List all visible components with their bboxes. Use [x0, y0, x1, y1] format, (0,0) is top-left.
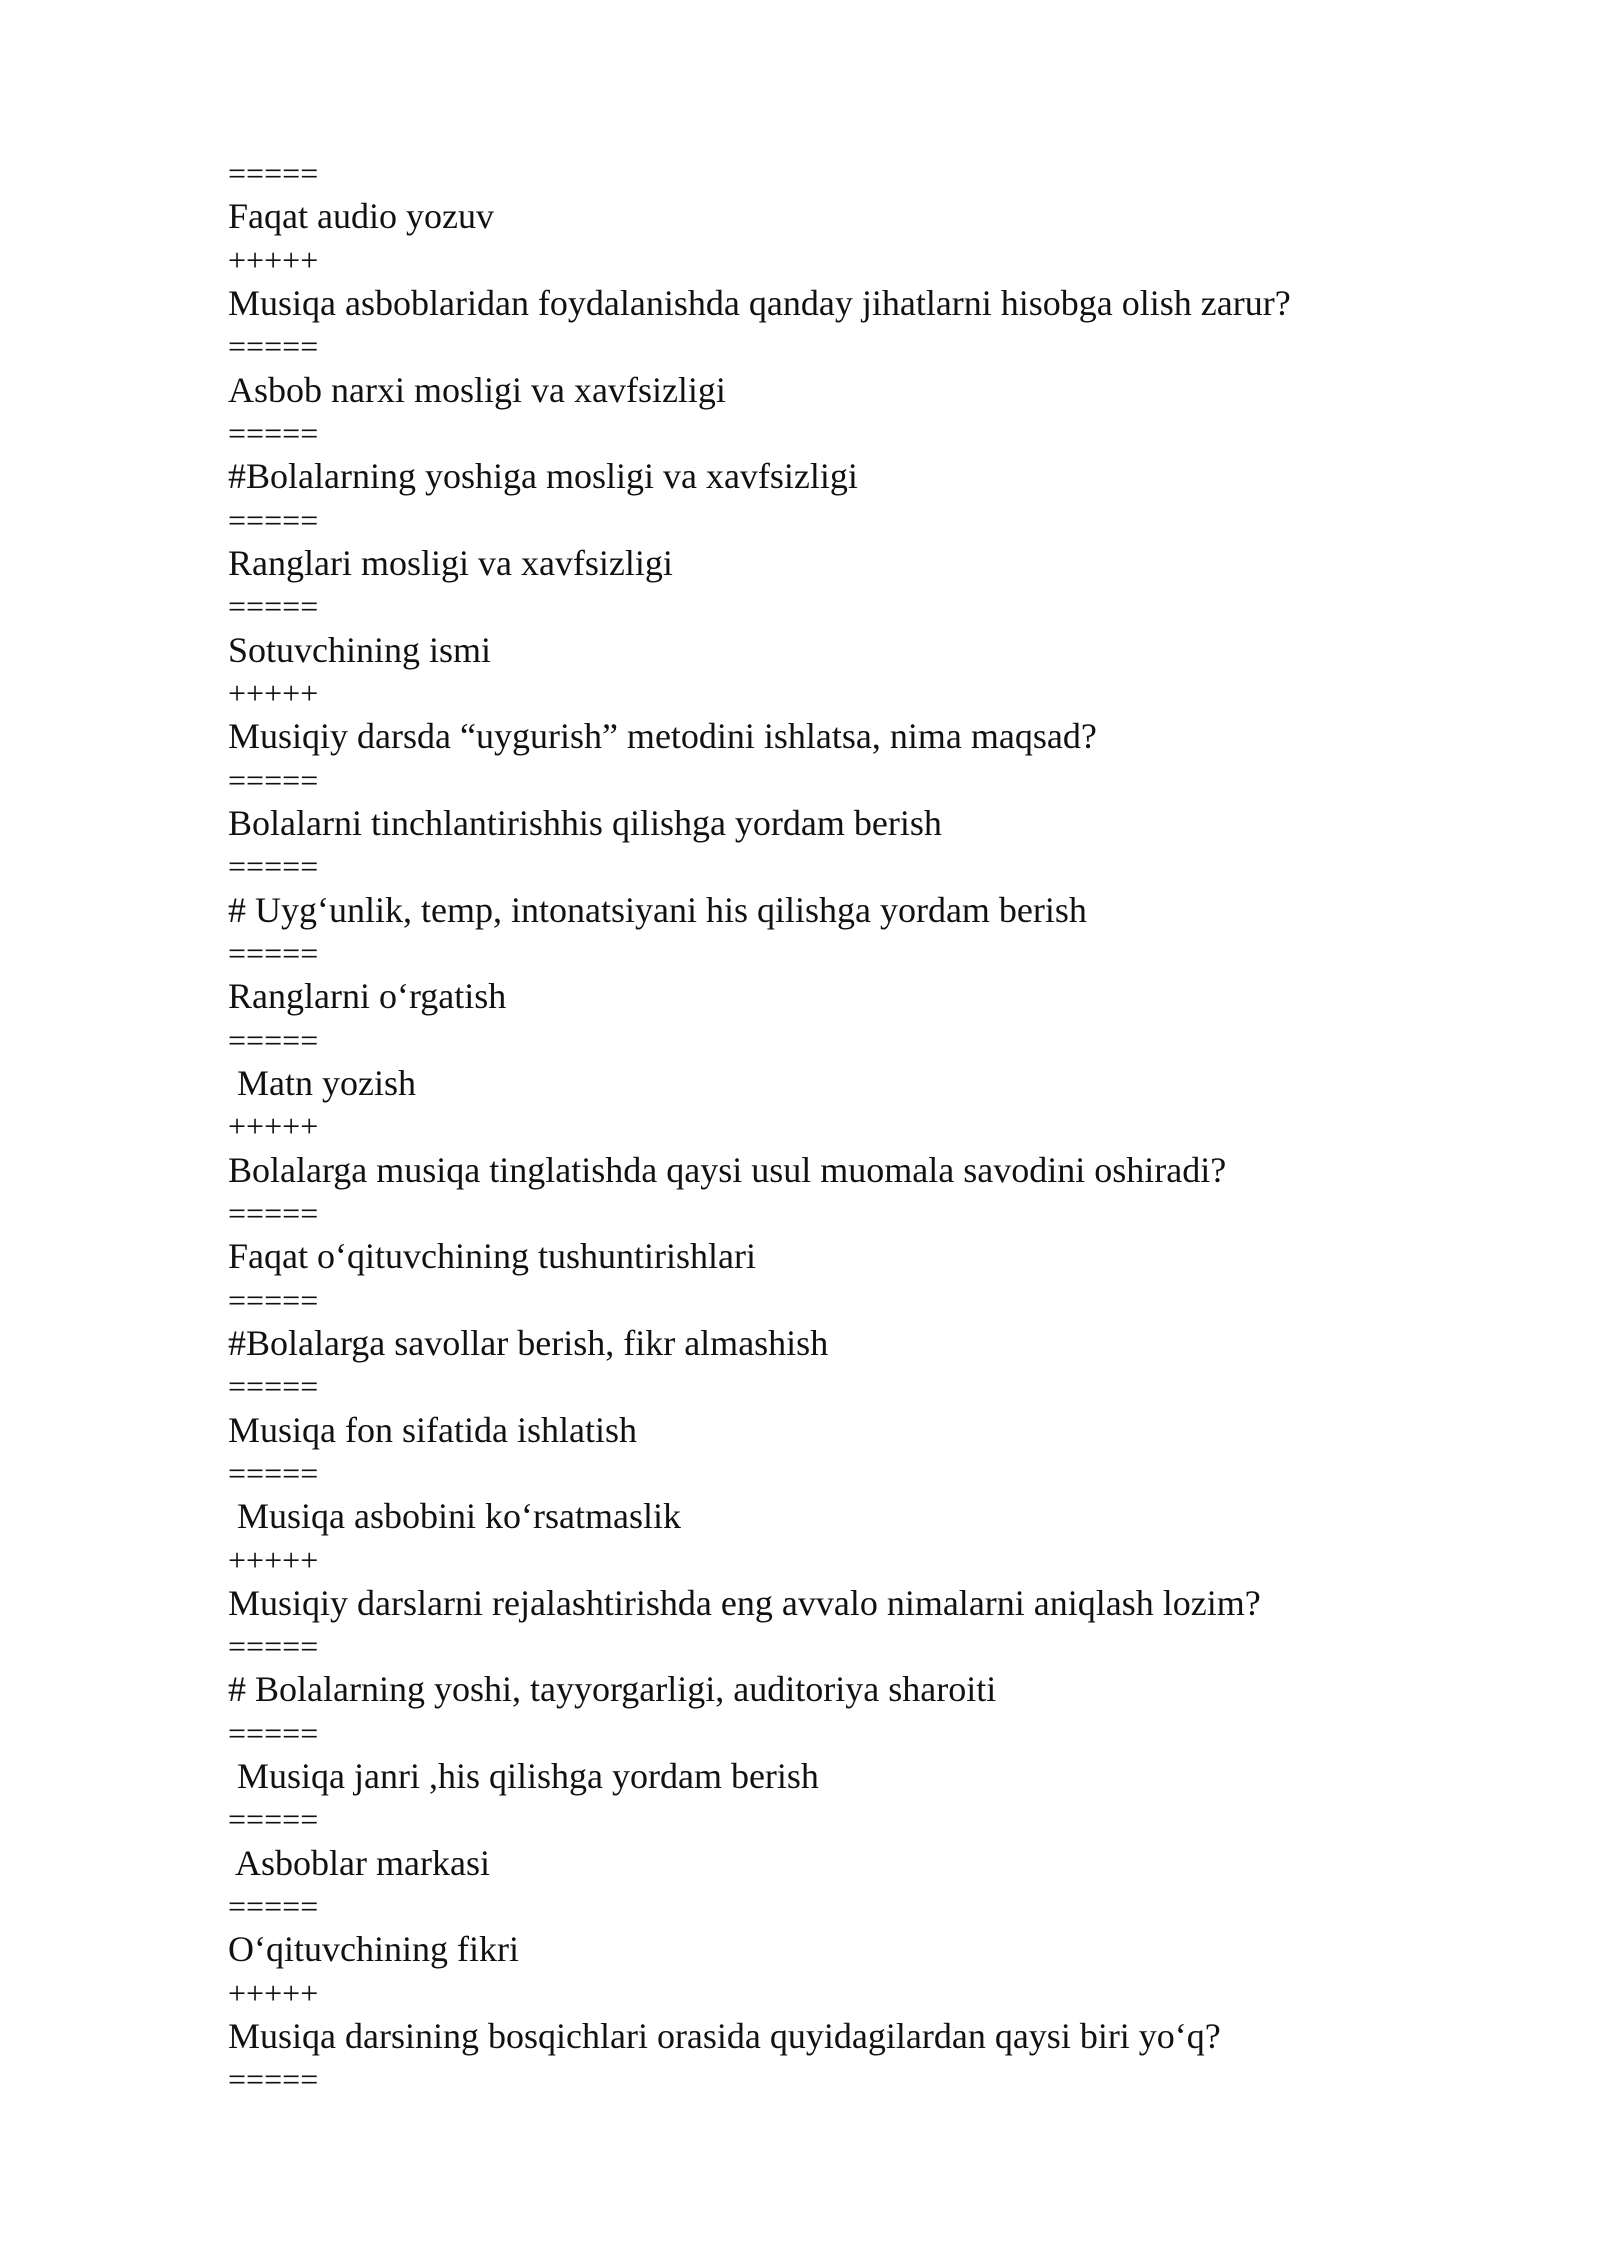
answer-option-line: Musiqa fon sifatida ishlatish: [228, 1409, 637, 1450]
answer-option-line: Ranglarni oʻrgatish: [228, 976, 507, 1017]
separator-line: =====: [228, 1714, 319, 1751]
answer-option-line: Sotuvchining ismi: [228, 629, 492, 670]
answer-option-line: Faqat audio yozuv: [228, 196, 494, 237]
question-line: Musiqa darsining bosqichlari orasida quyidagilardan qaysi biri yoʻq?: [228, 2016, 1221, 2057]
answer-option-line: Musiqa janri ,his qilishga yordam berish: [228, 1756, 819, 1797]
answer-option-line: Asboblar markasi: [228, 1842, 490, 1883]
separator-line: =====: [228, 1628, 319, 1665]
separator-line: +++++: [228, 241, 319, 278]
separator-line: =====: [228, 501, 319, 538]
separator-line: =====: [228, 761, 319, 798]
separator-line: +++++: [228, 1108, 319, 1145]
separator-line: =====: [228, 1021, 319, 1058]
separator-line: +++++: [228, 674, 319, 711]
answer-option-line: #Bolalarga savollar berish, fikr almashish: [228, 1322, 829, 1363]
answer-option-line: Oʻqituvchining fikri: [228, 1929, 519, 1970]
separator-line: =====: [228, 1281, 319, 1318]
separator-line: =====: [228, 1194, 319, 1231]
separator-line: =====: [228, 1368, 319, 1405]
answer-option-line: Ranglari mosligi va xavfsizligi: [228, 542, 673, 583]
separator-line: =====: [228, 588, 319, 625]
document-body: [228, 152, 1488, 2102]
separator-line: =====: [228, 155, 319, 191]
separator-line: =====: [228, 848, 319, 885]
separator-line: =====: [228, 328, 319, 365]
separator-line: =====: [228, 934, 319, 971]
question-line: Bolalarga musiqa tinglatishda qaysi usul muomala savodini oshiradi?: [228, 1149, 1227, 1190]
answer-option-line: #Bolalarning yoshiga mosligi va xavfsizligi: [228, 456, 858, 497]
question-line: Musiqa asboblaridan foydalanishda qanday jihatlarni hisobga olish zarur?: [228, 282, 1291, 323]
separator-line: =====: [228, 1801, 319, 1838]
separator-line: =====: [228, 2061, 319, 2098]
answer-option-line: # Bolalarning yoshi, tayyorgarligi, auditoriya sharoiti: [228, 1669, 997, 1710]
separator-line: =====: [228, 414, 319, 451]
answer-option-line: # Uygʻunlik, temp, intonatsiyani his qilishga yordam berish: [228, 889, 1087, 930]
answer-option-line: Matn yozish: [228, 1062, 416, 1103]
question-line: Musiqiy darslarni rejalashtirishda eng avvalo nimalarni aniqlash lozim?: [228, 1582, 1261, 1623]
answer-option-line: Bolalarni tinchlantirishhis qilishga yordam berish: [228, 802, 942, 843]
separator-line: +++++: [228, 1541, 319, 1578]
separator-line: =====: [228, 1454, 319, 1491]
answer-option-line: Faqat oʻqituvchining tushuntirishlari: [228, 1236, 756, 1277]
separator-line: =====: [228, 1888, 319, 1925]
separator-line: +++++: [228, 1974, 319, 2011]
question-line: Musiqiy darsda “uygurish” metodini ishlatsa, nima maqsad?: [228, 716, 1097, 757]
answer-option-line: Musiqa asbobini koʻrsatmaslik: [228, 1496, 681, 1537]
answer-option-line: Asbob narxi mosligi va xavfsizligi: [228, 369, 726, 410]
